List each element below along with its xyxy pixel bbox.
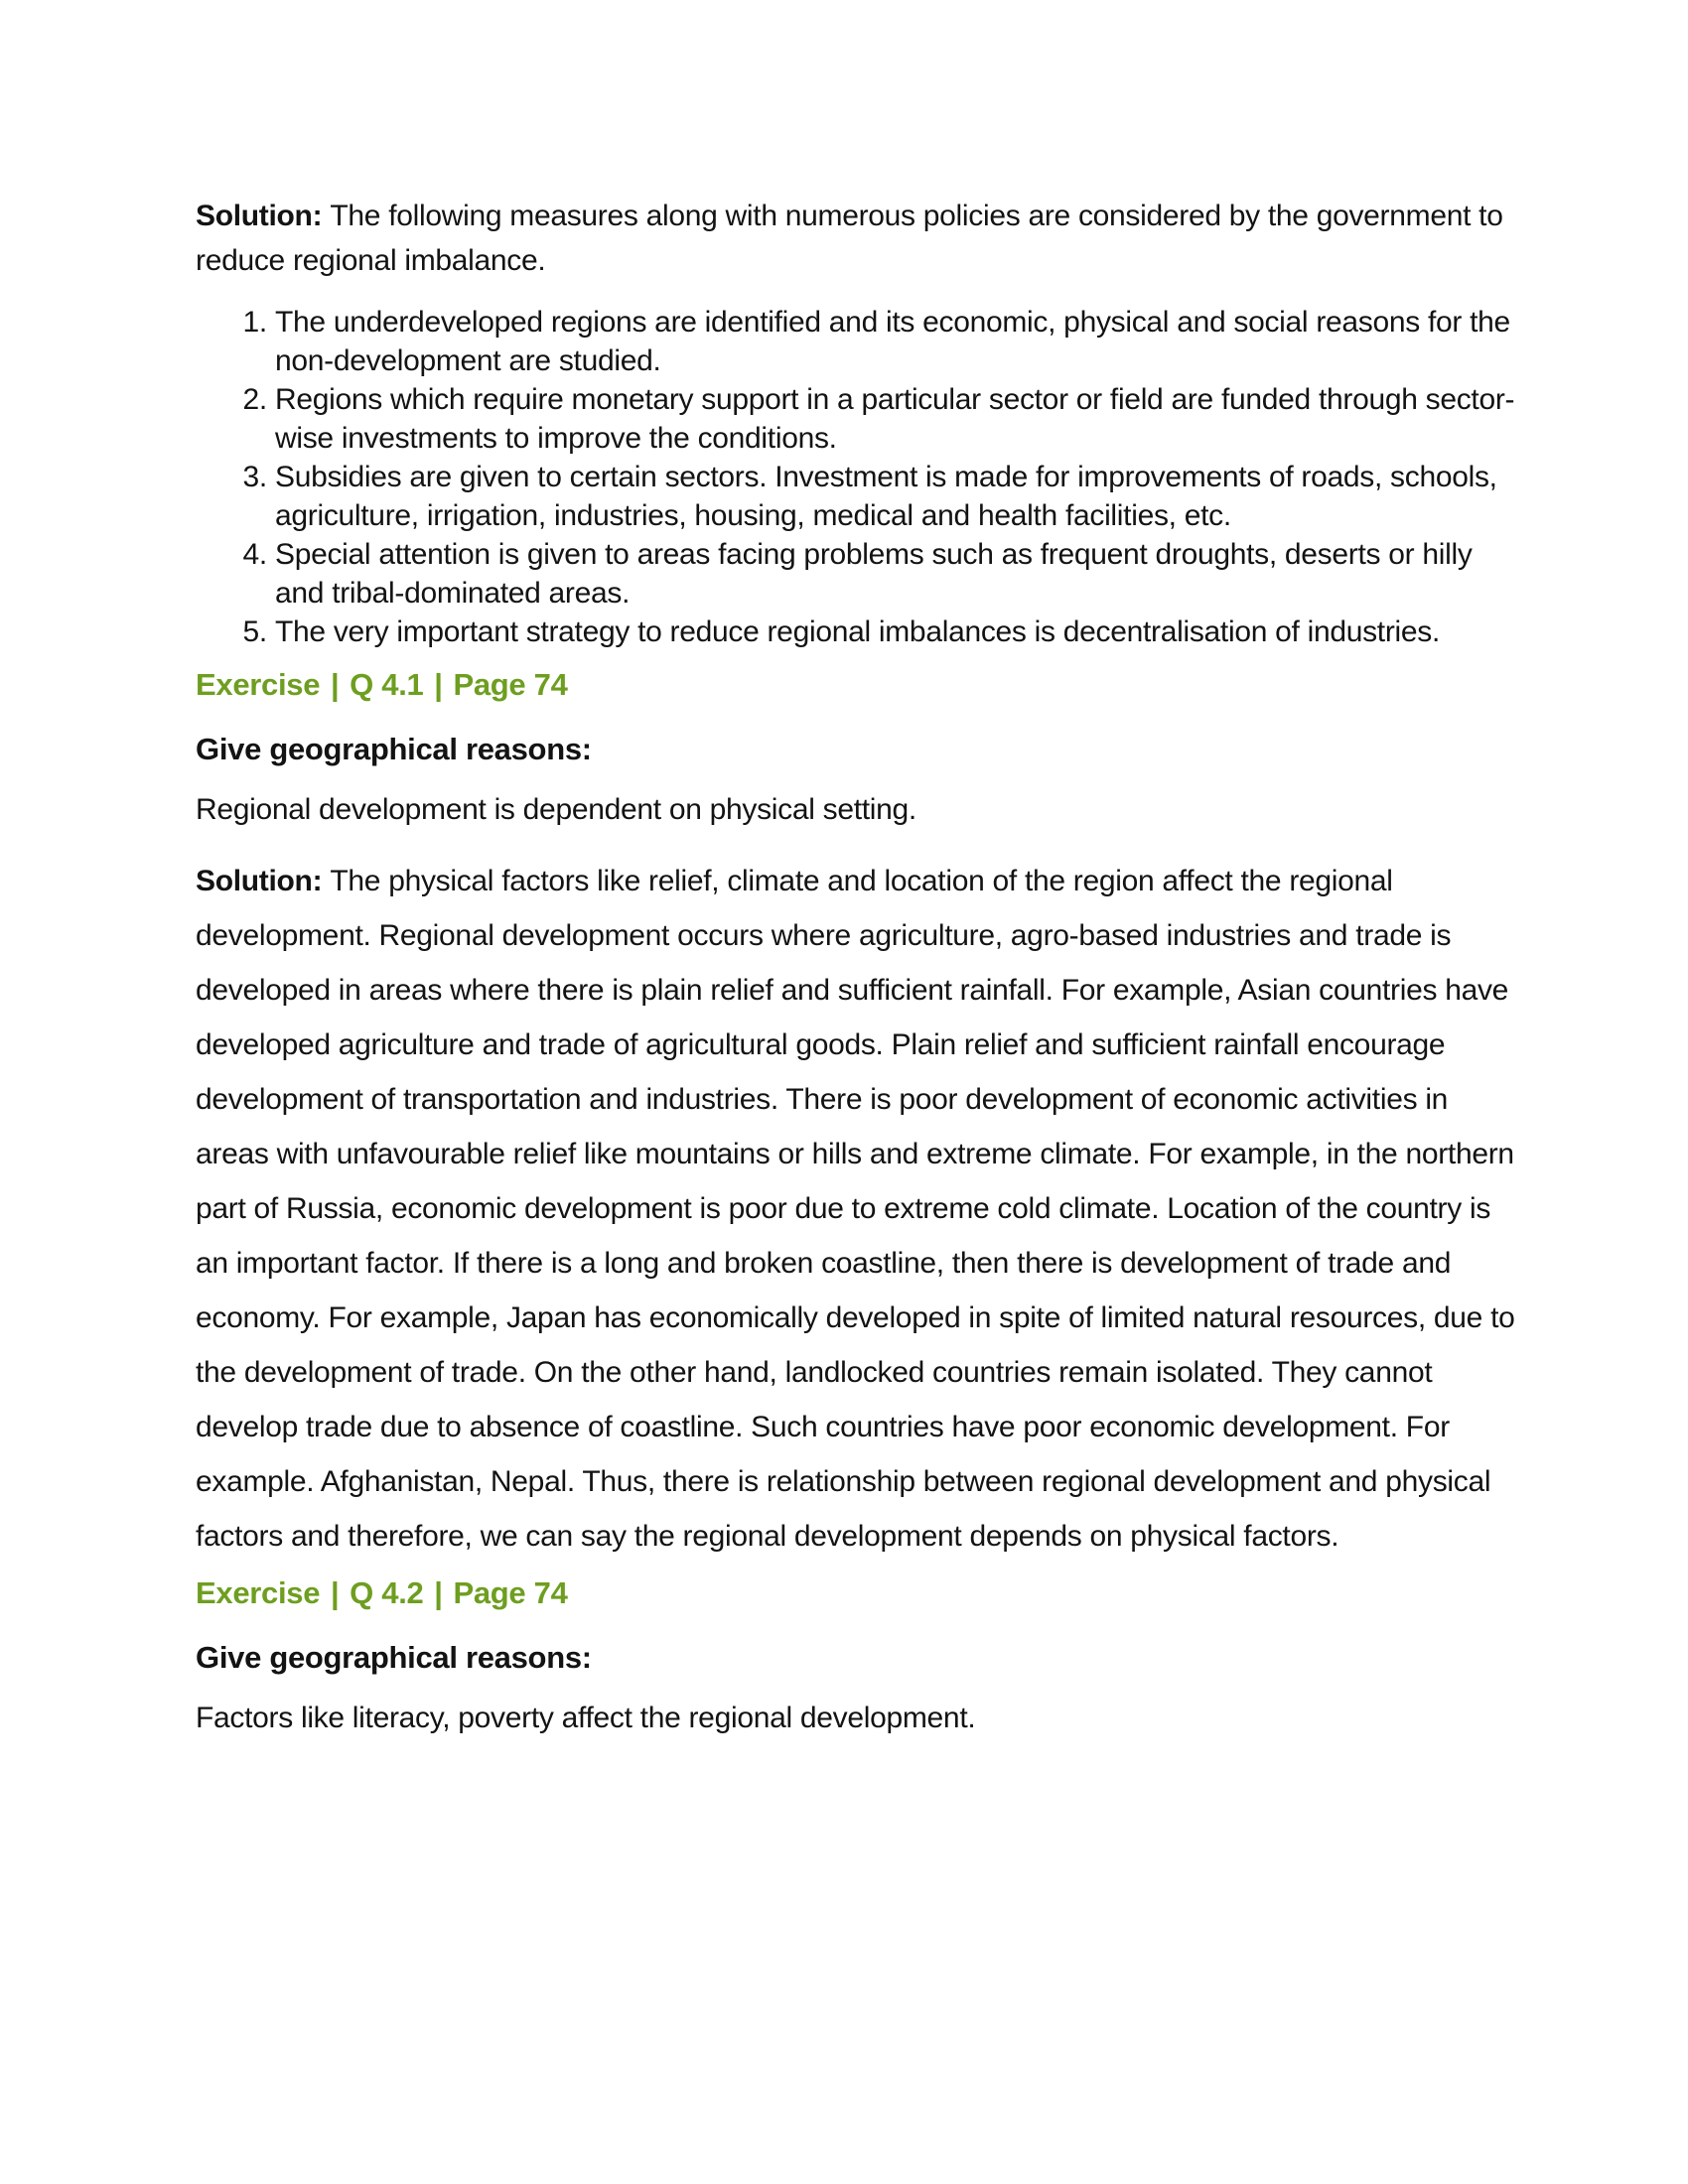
question-text-q42: Factors like literacy, poverty affect the regional development. (196, 1702, 976, 1734)
page-ref-link[interactable]: Page 74 (453, 667, 568, 702)
solution-intro-text: The following measures along with numerous policies are considered by the government to reduce regional imbalance. (196, 200, 1503, 277)
separator: | (330, 1575, 340, 1610)
exercise-heading-q41 (196, 665, 1519, 705)
list-item-5: 5. The very important strategy to reduce regional imbalances is decentralisation of industries. (275, 613, 1519, 651)
measures-list (196, 303, 1519, 651)
exercise-link[interactable]: Exercise (196, 667, 321, 702)
list-item-4: 4. Special attention is given to areas facing problems such as frequent droughts, deserts or hilly and tribal-dominated areas. (275, 535, 1519, 613)
solution-label: Solution: (196, 865, 323, 897)
solution-label: Solution: (196, 200, 323, 232)
question-prompt-q42: Give geographical reasons: (196, 1640, 592, 1675)
question-prompt-q41: Give geographical reasons: (196, 732, 592, 766)
exercise-link[interactable]: Exercise (196, 1575, 321, 1610)
question-ref-link[interactable]: Q 4.1 (350, 667, 424, 702)
separator: | (434, 1575, 443, 1610)
page-ref-link[interactable]: Page 74 (453, 1575, 568, 1610)
separator: | (434, 667, 443, 702)
separator: | (330, 667, 340, 702)
solution-paragraph-intro (196, 194, 1519, 283)
list-item-2: 2. Regions which require monetary support in a particular sector or field are funded through sector-wise investments to improve the conditions. (275, 380, 1519, 458)
solution-paragraph-q41 (196, 854, 1519, 1564)
list-item-3: 3. Subsidies are given to certain sectors. Investment is made for improvements of roads, schools, agriculture, irrigation, industries, housing, medical and health facilities, etc. (275, 458, 1519, 535)
question-text-q41: Regional development is dependent on physical setting. (196, 793, 916, 826)
list-item-1: 1. The underdeveloped regions are identified and its economic, physical and social reasons for the non-development are studied. (275, 303, 1519, 380)
question-ref-link[interactable]: Q 4.2 (350, 1575, 424, 1610)
solution-text-q41: The physical factors like relief, climate and location of the region affect the regional development. Regional development occurs where agriculture, agro-based industries and trade is developed in areas where there is plain relief and sufficient rainfall. For example, Asian countries have developed agriculture and trade of agricultural goods. Plain relief and sufficient rainfall encourage development of transportation and industries. There is poor development of economic activities in areas with unfavourable relief like mountains or hills and extreme climate. For example, in the northern part of Russia, economic development is poor due to extreme cold climate. Location of the country is an important factor. If there is a long and broken coastline, then there is development of trade and economy. For example, Japan has economically developed in spite of limited natural resources, due to the development of trade. On the other hand, landlocked countries remain isolated. They cannot develop trade due to absence of coastline. Such countries have poor economic development. For example. Afghanistan, Nepal. Thus, there is relationship between regional development and physical factors and therefore, we can say the regional development depends on physical factors. (196, 865, 1515, 1553)
exercise-heading-q42 (196, 1573, 1519, 1613)
